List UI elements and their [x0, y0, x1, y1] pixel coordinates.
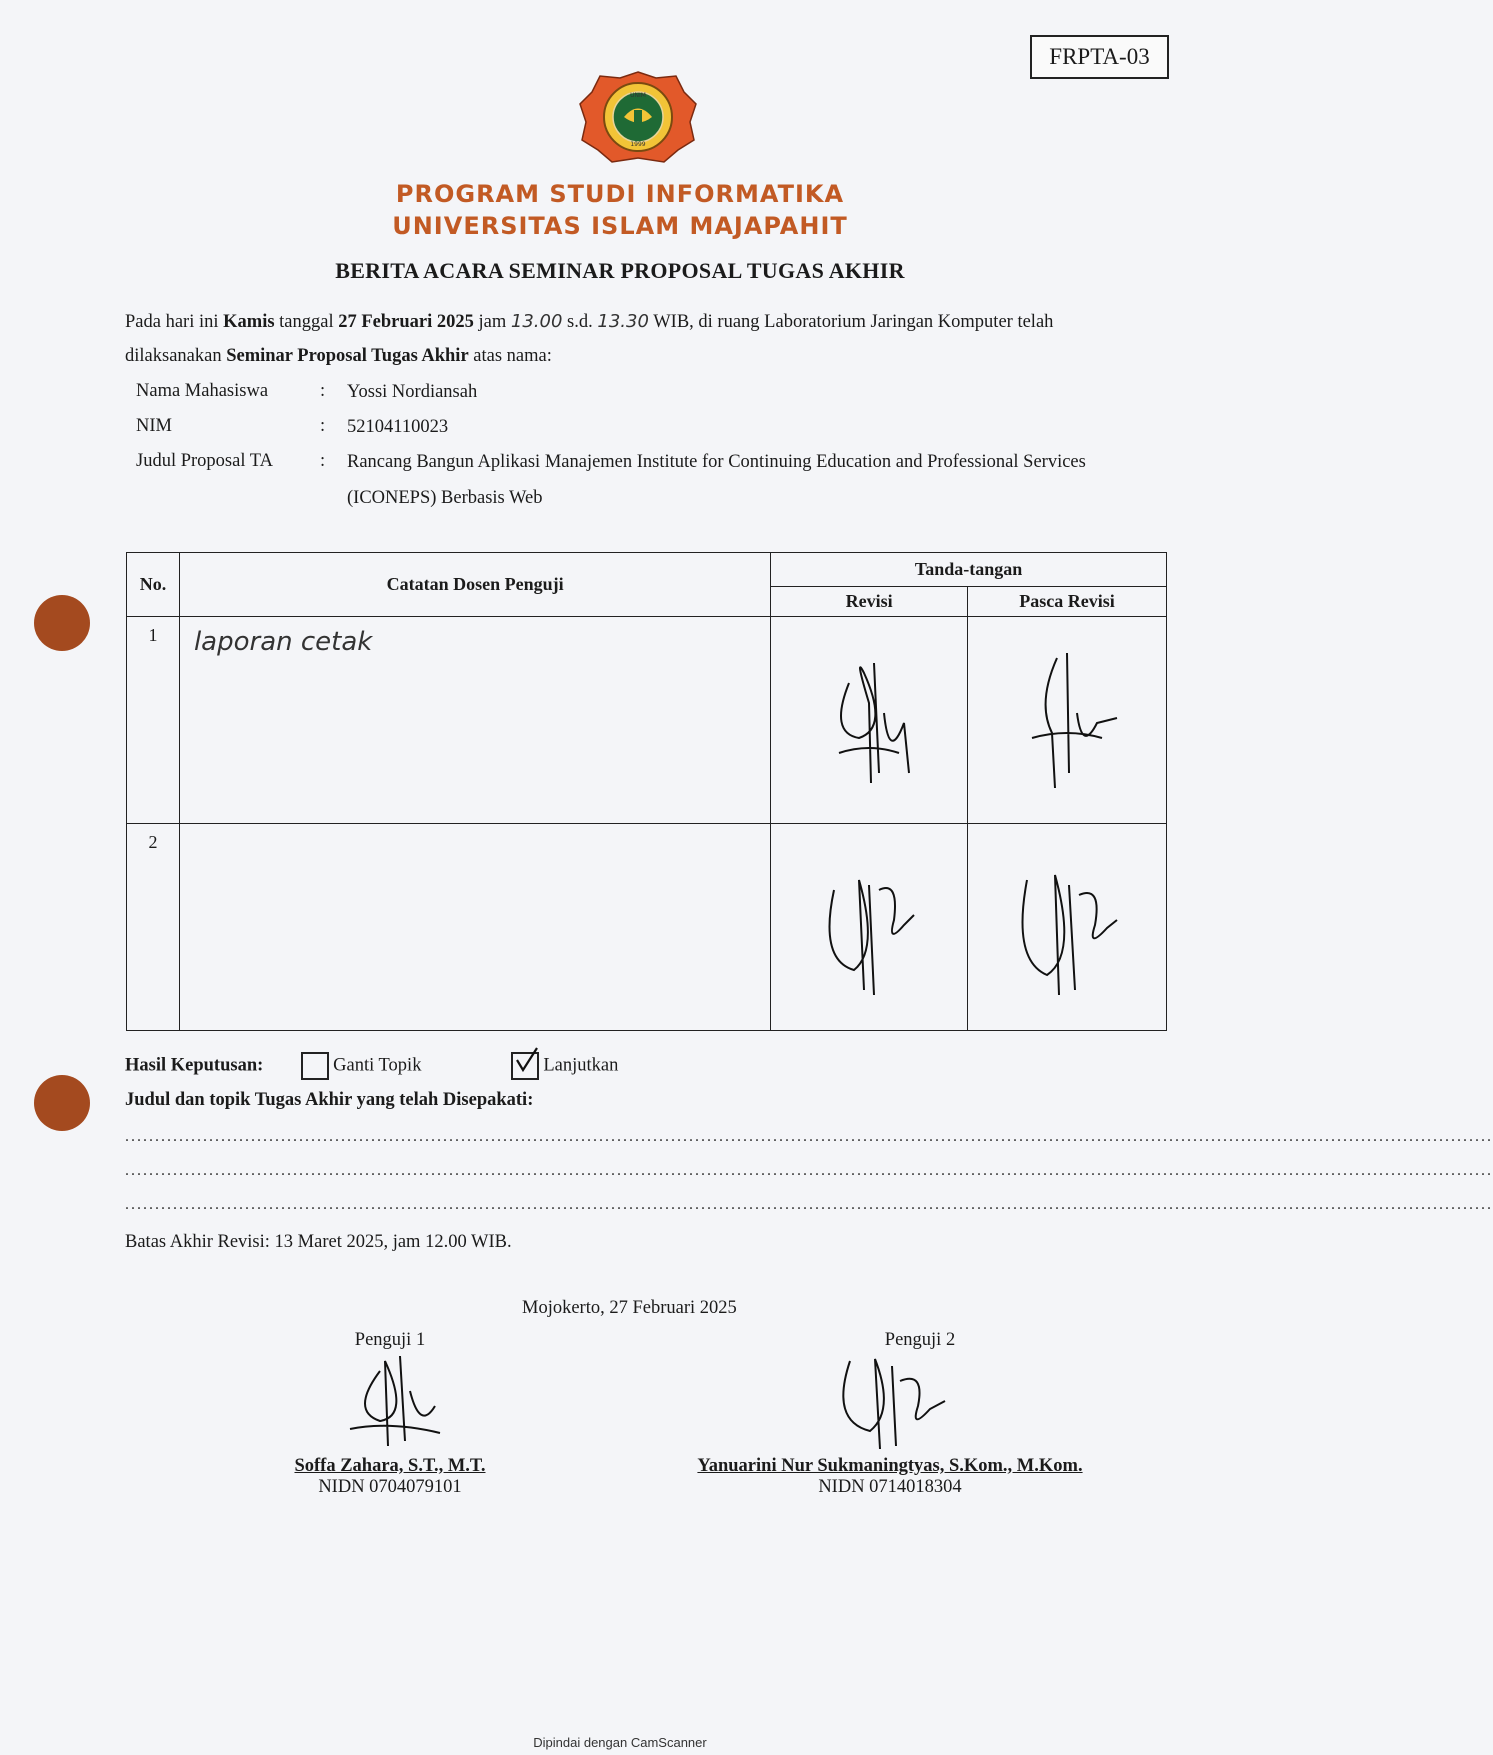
time-end: 13.30 — [597, 311, 649, 332]
form-code: FRPTA-03 — [1030, 35, 1169, 79]
time-start: 13.00 — [510, 311, 563, 332]
blank-line: .................................................................................................................................................................................................................................... — [125, 1196, 1493, 1213]
checkbox-lanjutkan[interactable] — [511, 1052, 539, 1080]
checkmark-icon — [511, 1046, 541, 1076]
checkbox-ganti-topik[interactable] — [301, 1052, 329, 1080]
examiner-1-signature — [310, 1351, 470, 1451]
field-label-name: Nama Mahasiswa — [136, 381, 269, 401]
signature-image — [1007, 643, 1127, 793]
row-note: laporan cetak — [179, 617, 770, 824]
examiner-1-role: Penguji 1 — [354, 1330, 426, 1350]
examiner-2-role: Penguji 2 — [884, 1330, 956, 1350]
examiner-2-signature — [800, 1351, 980, 1451]
option-ganti-topik: Ganti Topik — [333, 1055, 422, 1076]
institution-line1: PROGRAM STUDI INFORMATIKA — [395, 180, 845, 208]
field-value-title: Rancang Bangun Aplikasi Manajemen Institute for Continuing Education and Professional Services (ICONEPS) Berbasis Web — [347, 452, 1086, 508]
decision-row — [125, 1052, 618, 1080]
row-number: 1 — [127, 617, 180, 824]
header-pasca-revisi: Pasca Revisi — [968, 587, 1167, 617]
field-value-nim: 52104110023 — [347, 417, 449, 437]
signature-revisi — [771, 617, 968, 824]
field-label-title: Judul Proposal TA — [136, 451, 273, 471]
table-row — [127, 824, 1167, 1031]
logo-year: 1999 — [630, 141, 646, 148]
intro-paragraph: Pada hari ini Kamis tanggal 27 Februari 2025 jam 13.00 s.d. 13.30 WIB, di ruang Laboratorium Jaringan Komputer telah dilaksanakan Seminar Proposal Tugas Akhir atas nama: — [125, 311, 1054, 366]
signature-image — [809, 850, 929, 1000]
place-date: Mojokerto, 27 Februari 2025 — [522, 1298, 737, 1318]
revision-deadline: Batas Akhir Revisi: 13 Maret 2025, jam 12.00 WIB. — [125, 1232, 512, 1252]
agreed-topic-label: Judul dan topik Tugas Akhir yang telah Disepakati: — [125, 1090, 534, 1110]
examiner-1-name: Soffa Zahara, S.T., M.T. — [294, 1456, 486, 1476]
table-row — [127, 617, 1167, 824]
decision-label: Hasil Keputusan: — [125, 1055, 264, 1076]
revision-table — [126, 552, 1167, 1031]
header-revisi: Revisi — [771, 587, 968, 617]
header-notes: Catatan Dosen Penguji — [179, 553, 770, 617]
examiner-1-nidn: NIDN 0704079101 — [318, 1477, 462, 1497]
row-note — [179, 824, 770, 1031]
examiner-2-nidn: NIDN 0714018304 — [818, 1477, 962, 1497]
field-label-nim: NIM — [136, 416, 172, 436]
signature-pasca-revisi — [968, 617, 1167, 824]
university-logo — [578, 70, 698, 164]
signature-image — [1007, 850, 1127, 1000]
examiner-2 — [680, 1330, 1100, 1498]
punch-hole — [34, 595, 90, 651]
header-no: No. — [127, 553, 180, 617]
signature-image — [809, 643, 929, 793]
option-lanjutkan: Lanjutkan — [543, 1055, 619, 1076]
logo-text: UNIM — [630, 92, 646, 99]
scanner-footer: Dipindai dengan CamScanner — [533, 1735, 707, 1750]
header-signature: Tanda-tangan — [771, 553, 1167, 587]
punch-hole — [34, 1075, 90, 1131]
institution-line2: UNIVERSITAS ISLAM MAJAPAHIT — [392, 212, 848, 240]
examiner-1 — [280, 1330, 500, 1498]
field-value-name: Yossi Nordiansah — [347, 382, 478, 402]
row-number: 2 — [127, 824, 180, 1031]
examiner-2-name: Yanuarini Nur Sukmaningtyas, S.Kom., M.Kom. — [697, 1456, 1083, 1476]
blank-line: .................................................................................................................................................................................................................................... — [125, 1162, 1493, 1179]
signature-pasca-revisi — [968, 824, 1167, 1031]
blank-line: .................................................................................................................................................................................................................................... — [125, 1128, 1493, 1145]
document-title: BERITA ACARA SEMINAR PROPOSAL TUGAS AKHIR — [335, 258, 905, 283]
signature-revisi — [771, 824, 968, 1031]
